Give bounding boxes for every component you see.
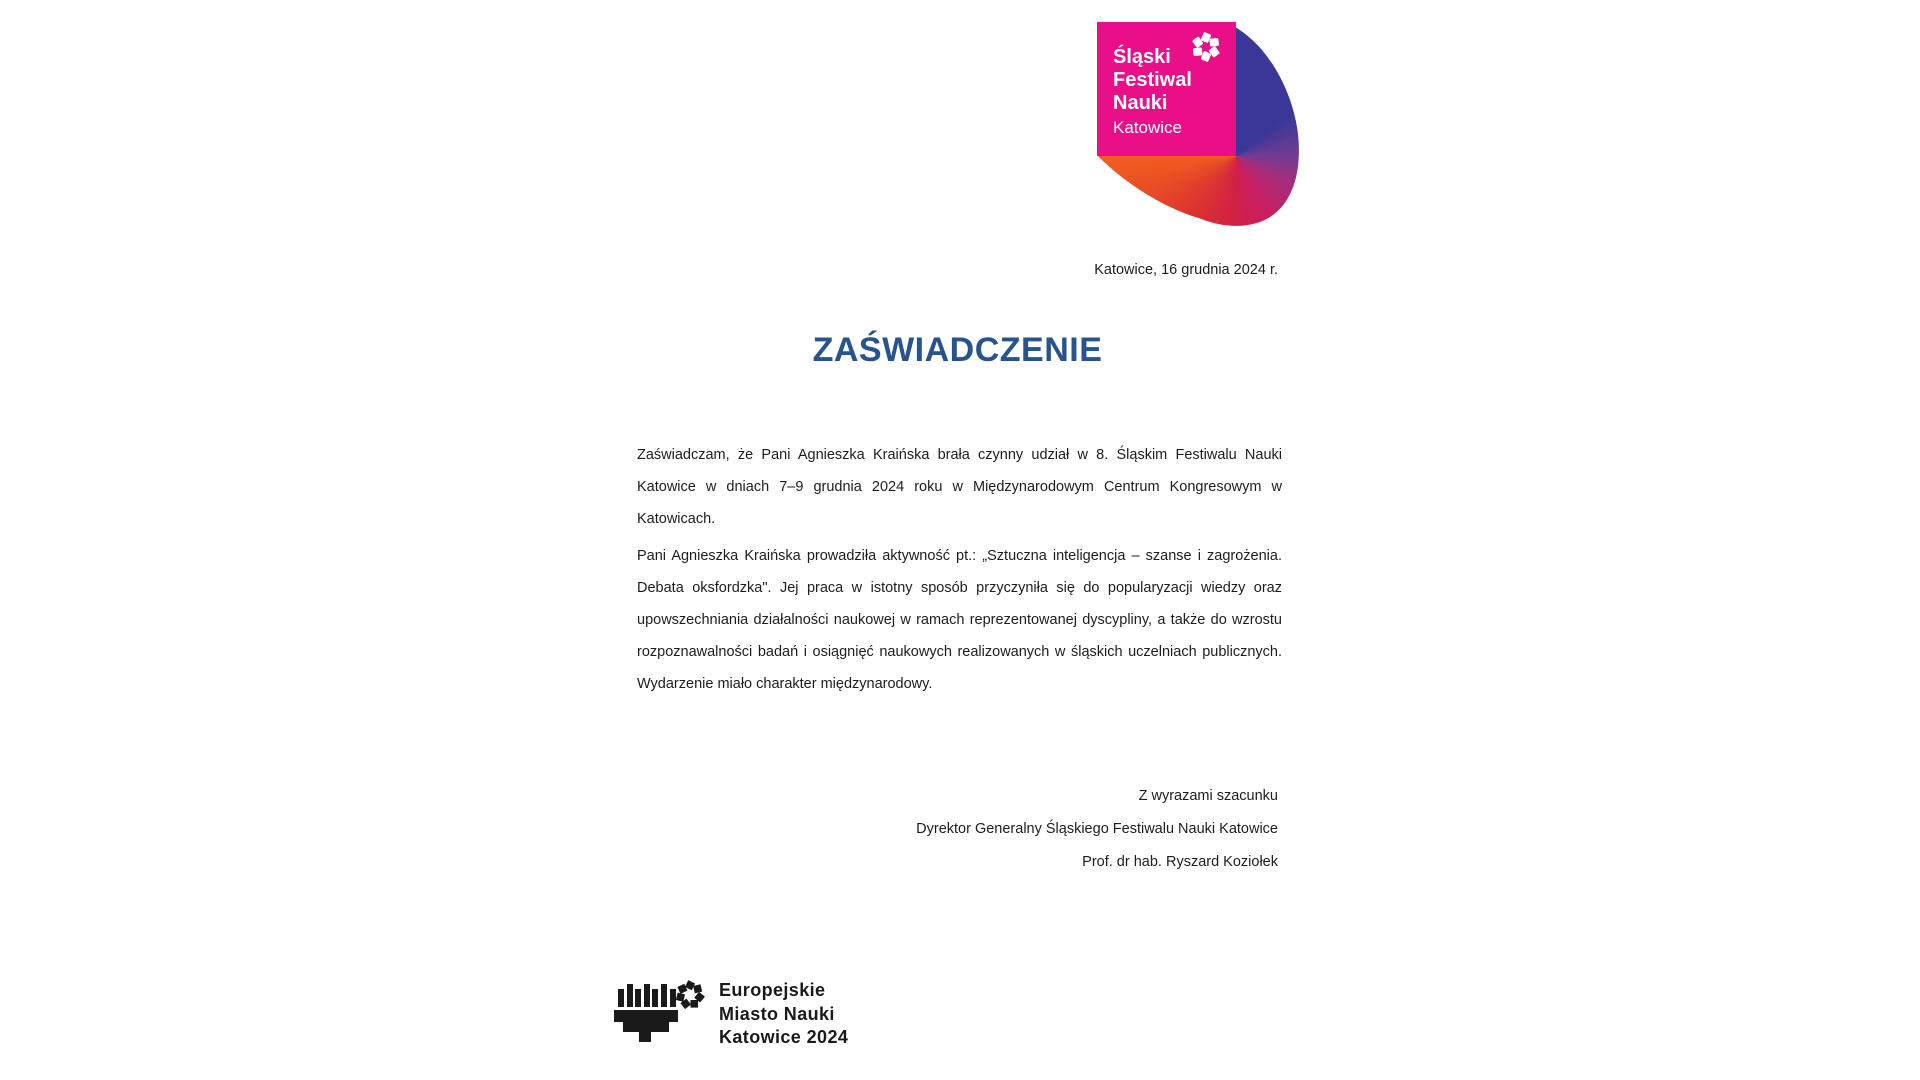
signature-block — [637, 780, 1278, 879]
document-title: ZAŚWIADCZENIE — [812, 331, 1103, 369]
sfn-festival-logo — [1097, 22, 1303, 230]
star-icon — [672, 978, 708, 1014]
paragraph-activity: Pani Agnieszka Kraińska prowadziła aktywność pt.: „Sztuczna inteligencja – szanse i zagrożenia. Debata oksfordzka". Jej praca w istotny sposób przyczyniła się do popularyzacji wiedzy oraz upowszechniania działalności naukowej w ramach reprezentowanej dyscypliny, a także do wzrostu rozpoznawalności badań i osiągnięć naukowych realizowanych w śląskich uczelniach publicznych. Wydarzenie miało charakter międzynarodowy. — [637, 548, 1282, 692]
paragraph-participation: Zaświadczam, że Pani Agnieszka Kraińska brała czynny udział w 8. Śląskim Festiwalu Nauki Katowice w dniach 7–9 grudnia 2024 roku w Międzynarodowym Centrum Kongresowym w Katowicach. — [637, 447, 1282, 527]
emn-katowice-logo — [613, 978, 933, 1058]
signature-role: Dyrektor Generalny Śląskiego Festiwalu Nauki Katowice — [916, 821, 1278, 837]
sfn-logo-line-4: Katowice — [1113, 118, 1182, 137]
sfn-logo-line-3: Nauki — [1113, 92, 1168, 114]
emn-logo-wordmark — [719, 979, 848, 1050]
signature-closing: Z wyrazami szacunku — [1138, 788, 1278, 804]
emn-logo-line-3: Katowice 2024 — [719, 1027, 849, 1047]
signature-name: Prof. dr hab. Ryszard Koziołek — [1082, 854, 1278, 870]
sfn-logo-wordmark — [1113, 46, 1192, 139]
sfn-logo-square — [1097, 22, 1236, 156]
pixel-heart-icon — [613, 984, 679, 1044]
date-line: Katowice, 16 grudnia 2024 r. — [1094, 262, 1278, 278]
emn-logo-line-1: Europejskie — [719, 980, 826, 1000]
sfn-logo-line-2: Festiwal — [1113, 69, 1192, 91]
flower-icon — [1187, 28, 1225, 66]
emn-logo-line-2: Miasto Nauki — [719, 1003, 835, 1024]
sfn-logo-line-1: Śląski — [1113, 46, 1171, 68]
